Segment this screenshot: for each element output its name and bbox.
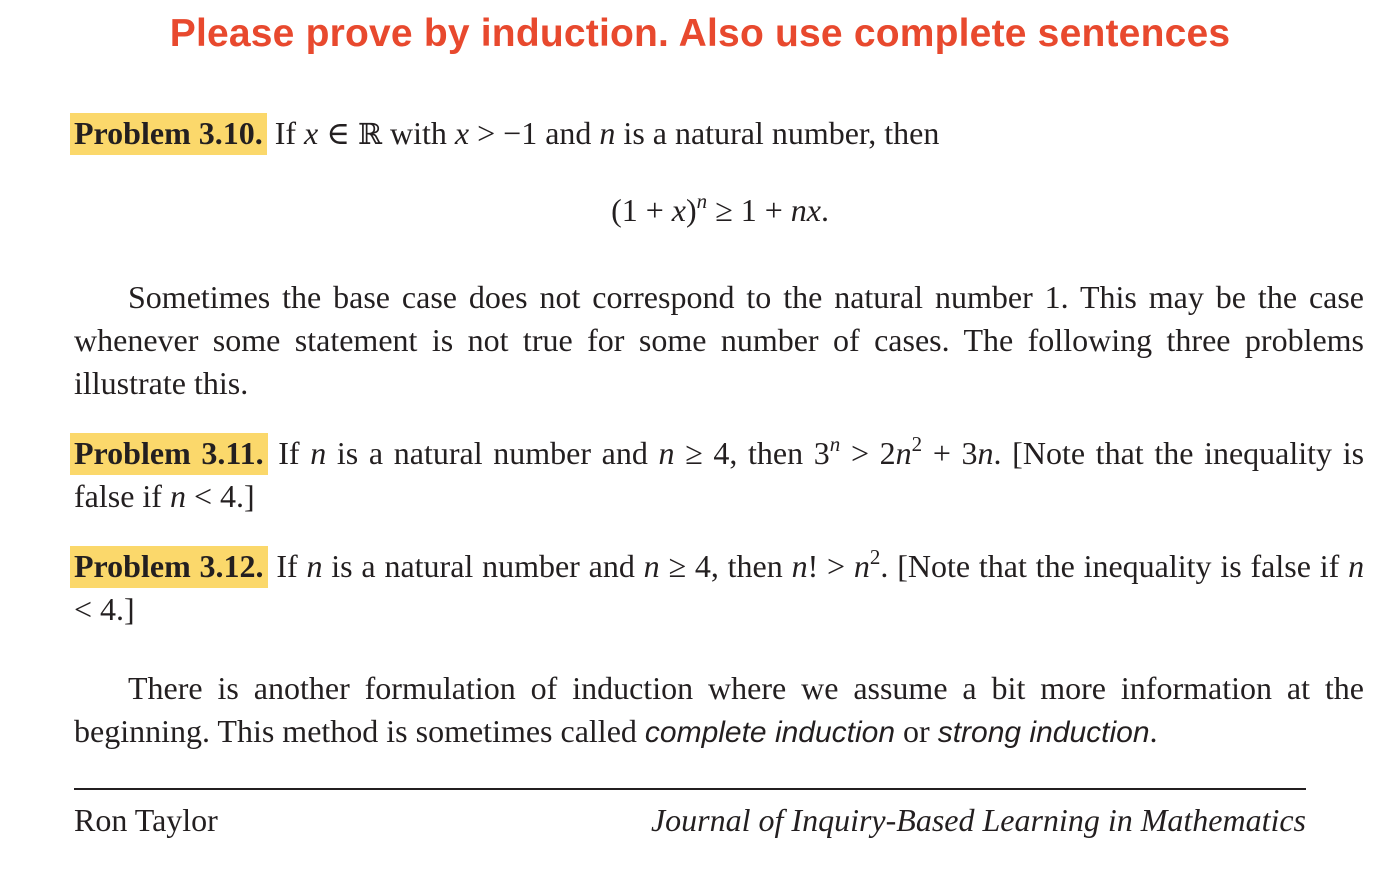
math-sym: > <box>850 435 869 471</box>
text: ! > <box>807 548 846 584</box>
paragraph-strong-induction <box>74 667 1364 754</box>
reals-symbol: ℝ <box>357 117 383 151</box>
math-var: n <box>643 548 660 584</box>
eq-exponent: n <box>696 189 708 213</box>
math-var: n <box>599 115 616 151</box>
text: 2 <box>879 435 896 471</box>
math-var: n <box>169 478 186 514</box>
text: or <box>903 713 930 749</box>
math-var: n <box>853 548 870 584</box>
text: [Note that the inequality is false if <box>897 548 1340 584</box>
text: [Note that the inequality is false if <box>74 435 1365 514</box>
text: < 4.] <box>74 591 135 627</box>
display-equation <box>0 189 1400 229</box>
math-sym: ∈ <box>326 115 350 151</box>
eq-var: x <box>671 192 686 228</box>
problem-3-12 <box>74 545 1364 631</box>
eq-var: nx <box>790 192 821 228</box>
problem-label: Problem 3.11. <box>70 433 268 475</box>
exponent: 2 <box>911 432 923 456</box>
eq-part: (1 + <box>611 192 664 228</box>
math-var: x <box>304 115 319 151</box>
text: is a natural number and <box>336 435 648 471</box>
text: If <box>278 435 300 471</box>
footer-journal: Journal of Inquiry-Based Learning in Mathematics <box>650 802 1306 838</box>
math-var: n <box>658 435 675 471</box>
text: ≥ 4, then 3 <box>685 435 830 471</box>
term-strong-induction: strong induction <box>937 716 1150 749</box>
text: + 3 <box>932 435 978 471</box>
math-sym: > <box>477 115 496 151</box>
text: with <box>390 115 447 151</box>
math-var: n <box>791 548 808 584</box>
math-var: n <box>310 435 327 471</box>
math-var: n <box>1348 548 1365 584</box>
eq-period: . <box>820 192 829 228</box>
footer-author: Ron Taylor <box>74 802 218 838</box>
text: −1 and <box>503 115 592 151</box>
exponent: n <box>829 432 841 456</box>
text: If <box>276 548 298 584</box>
eq-paren: ) <box>685 192 697 228</box>
text: is a natural number and <box>331 548 635 584</box>
text: < 4.] <box>193 478 255 514</box>
math-var: n <box>306 548 323 584</box>
problem-label: Problem 3.12. <box>70 546 268 588</box>
text: There is another formulation of induction where we assume a bit more information at the beginning. This method is sometimes called <box>74 670 1364 749</box>
problem-3-10 <box>74 112 1364 156</box>
paragraph-base-case: Sometimes the base case does not correspond to the natural number 1. This may be the case whenever some statement is not true for some number of cases. The following three problems illustrate this. <box>74 279 1364 401</box>
footer-rule <box>74 788 1306 790</box>
text: . <box>993 435 1002 471</box>
instruction-heading: Please prove by induction. Also use complete sentences <box>169 12 1231 55</box>
text: If <box>274 115 297 151</box>
problem-label: Problem 3.10. <box>70 113 267 155</box>
text: ≥ 4, then <box>668 548 783 584</box>
text: is a natural number, then <box>623 115 940 151</box>
text: . <box>1149 713 1158 749</box>
math-var: n <box>977 435 994 471</box>
eq-part: ≥ 1 + <box>715 192 783 228</box>
problem-3-11 <box>74 432 1364 518</box>
exponent: 2 <box>869 545 881 569</box>
math-var: x <box>454 115 470 151</box>
text: . <box>880 548 889 584</box>
math-var: n <box>895 435 912 471</box>
term-complete-induction: complete induction <box>644 716 896 749</box>
